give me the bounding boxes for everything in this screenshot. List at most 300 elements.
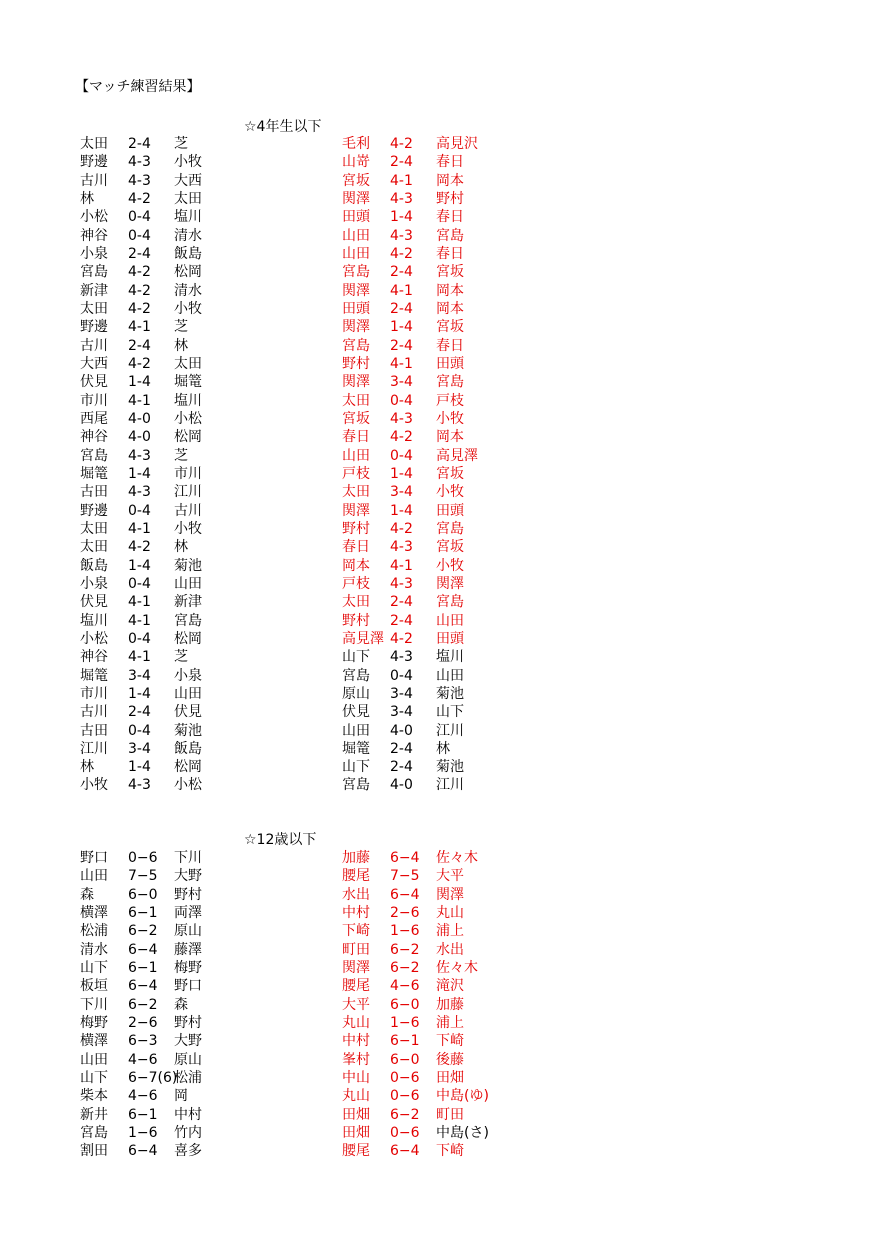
match-result-row — [80, 886, 300, 904]
match-result-row — [80, 904, 300, 922]
match-score: 6−1 — [390, 1033, 420, 1050]
match-player1: 太田 — [80, 539, 108, 556]
match-score: 4-2 — [390, 136, 413, 152]
match-result-row — [80, 1069, 300, 1087]
match-result-row — [342, 904, 562, 922]
match-player1: 水出 — [342, 886, 370, 903]
match-score: 4−6 — [128, 1088, 158, 1105]
match-player1: 堀篭 — [80, 465, 108, 482]
match-result-row — [342, 153, 562, 171]
match-player1: 山下 — [342, 759, 370, 776]
match-player1: 飯島 — [80, 557, 108, 574]
match-result-row — [80, 1142, 300, 1160]
match-player1: 神谷 — [80, 649, 108, 666]
match-score: 4-3 — [128, 777, 151, 794]
match-result-row — [80, 447, 300, 465]
match-player1: 関澤 — [342, 502, 370, 519]
match-player2: 清水 — [174, 282, 202, 299]
match-result-row — [80, 996, 300, 1014]
match-player1: 横澤 — [80, 1033, 108, 1050]
match-player2: 菊池 — [436, 759, 464, 776]
match-score: 6−1 — [128, 904, 158, 921]
match-player2: 山田 — [436, 612, 464, 629]
match-score: 4-3 — [128, 172, 151, 189]
match-result-row — [342, 648, 562, 666]
match-player1: 丸山 — [342, 1014, 370, 1031]
match-player2: 大野 — [174, 1033, 202, 1050]
match-result-row — [80, 135, 300, 153]
match-player1: 横澤 — [80, 904, 108, 921]
match-player2: 新津 — [174, 594, 202, 611]
match-result-row — [80, 483, 300, 501]
match-score: 2-4 — [128, 136, 151, 152]
match-player1: 関澤 — [342, 319, 370, 336]
match-score: 0-4 — [128, 502, 151, 519]
match-player2: 大平 — [436, 868, 464, 885]
match-result-row — [80, 318, 300, 336]
match-player1: 新井 — [80, 1106, 108, 1123]
match-result-row — [342, 520, 562, 538]
match-player1: 下崎 — [342, 923, 370, 940]
match-result-row — [342, 538, 562, 556]
match-player2: 岡 — [174, 1088, 188, 1105]
match-score: 3-4 — [128, 740, 151, 757]
match-score: 4-2 — [390, 429, 413, 446]
match-player2: 芝 — [174, 649, 188, 666]
match-player1: 小泉 — [80, 245, 108, 262]
match-player1: 神谷 — [80, 429, 108, 446]
match-player1: 小松 — [80, 209, 108, 226]
match-result-row — [80, 520, 300, 538]
match-score: 4-1 — [390, 557, 413, 574]
match-player1: 中村 — [342, 1033, 370, 1050]
match-player2: 宮坂 — [436, 264, 464, 281]
match-score: 6−4 — [128, 1143, 158, 1160]
match-score: 4-1 — [390, 282, 413, 299]
match-result-row — [80, 337, 300, 355]
match-player1: 関澤 — [342, 282, 370, 299]
match-player1: 山田 — [80, 1051, 108, 1068]
match-result-row — [342, 557, 562, 575]
match-result-row — [342, 740, 562, 758]
match-player1: 春日 — [342, 539, 370, 556]
match-player1: 山下 — [80, 959, 108, 976]
match-result-row — [80, 922, 300, 940]
match-result-row — [80, 612, 300, 630]
match-player2: 小牧 — [174, 154, 202, 171]
match-player1: 伏見 — [342, 704, 370, 721]
match-score: 4-0 — [390, 777, 413, 794]
match-score: 3-4 — [390, 484, 413, 501]
match-score: 2-4 — [128, 245, 151, 262]
match-score: 2−6 — [390, 904, 420, 921]
match-player1: 市川 — [80, 685, 108, 702]
match-result-row — [80, 849, 300, 867]
match-result-row — [80, 263, 300, 281]
match-result-row — [342, 465, 562, 483]
match-player1: 山下 — [80, 1069, 108, 1086]
match-player1: 腰尾 — [342, 1143, 370, 1160]
match-player2: 菊池 — [174, 557, 202, 574]
match-player1: 野邊 — [80, 154, 108, 171]
match-player2: 宮坂 — [436, 319, 464, 336]
match-player1: 戸枝 — [342, 575, 370, 592]
match-player2: 大野 — [174, 868, 202, 885]
match-player2: 塩川 — [174, 392, 202, 409]
match-score: 1-4 — [128, 374, 151, 391]
match-result-row — [342, 1014, 562, 1032]
match-result-row — [80, 776, 300, 794]
match-player1: 田頭 — [342, 300, 370, 317]
match-player1: 宮島 — [342, 264, 370, 281]
match-result-row — [80, 410, 300, 428]
match-result-row — [80, 722, 300, 740]
match-score: 0−6 — [390, 1069, 420, 1086]
match-player2: 田畑 — [436, 1069, 464, 1086]
match-player1: 太田 — [342, 392, 370, 409]
match-player1: 山嵜 — [342, 154, 370, 171]
match-score: 1-4 — [390, 465, 413, 482]
match-player1: 原山 — [342, 685, 370, 702]
match-player2: 大西 — [174, 172, 202, 189]
match-player2: 下川 — [174, 850, 202, 866]
match-player2: 野口 — [174, 978, 202, 995]
match-result-row — [342, 722, 562, 740]
match-player1: 田畑 — [342, 1106, 370, 1123]
match-result-row — [342, 447, 562, 465]
match-result-row — [342, 959, 562, 977]
match-player1: 毛利 — [342, 136, 370, 152]
match-player1: 太田 — [342, 594, 370, 611]
match-player1: 塩川 — [80, 612, 108, 629]
match-result-row — [80, 648, 300, 666]
match-player1: 古田 — [80, 484, 108, 501]
match-result-row — [342, 428, 562, 446]
match-player1: 戸枝 — [342, 465, 370, 482]
match-result-row — [80, 172, 300, 190]
match-score: 2-4 — [128, 704, 151, 721]
match-player1: 中山 — [342, 1069, 370, 1086]
match-result-row — [80, 1106, 300, 1124]
match-score: 2-4 — [390, 154, 413, 171]
match-player2: 春日 — [436, 209, 464, 226]
match-player1: 野邊 — [80, 319, 108, 336]
match-score: 0-4 — [390, 447, 413, 464]
match-player1: 野口 — [80, 850, 108, 866]
match-player2: 菊池 — [174, 722, 202, 739]
match-result-row — [342, 703, 562, 721]
match-player2: 松岡 — [174, 759, 202, 776]
match-player1: 清水 — [80, 941, 108, 958]
match-result-row — [80, 867, 300, 885]
match-player2: 浦上 — [436, 923, 464, 940]
match-player2: 梅野 — [174, 959, 202, 976]
match-result-row — [342, 410, 562, 428]
match-player1: 宮島 — [80, 264, 108, 281]
match-player1: 町田 — [342, 941, 370, 958]
match-result-row — [342, 300, 562, 318]
match-score: 0-4 — [128, 209, 151, 226]
match-player1: 野村 — [342, 520, 370, 537]
match-score: 2-4 — [390, 759, 413, 776]
match-score: 4-0 — [390, 722, 413, 739]
match-score: 6−2 — [390, 941, 420, 958]
match-score: 4-2 — [128, 539, 151, 556]
match-score: 0−6 — [390, 1088, 420, 1105]
match-player1: 市川 — [80, 392, 108, 409]
match-player2: 原山 — [174, 1051, 202, 1068]
match-player1: 梅野 — [80, 1014, 108, 1031]
match-result-row — [80, 227, 300, 245]
match-player2: 高見沢 — [436, 136, 478, 152]
match-player2: 水出 — [436, 941, 464, 958]
match-result-row — [342, 886, 562, 904]
match-player1: 林 — [80, 759, 94, 776]
match-player1: 宮島 — [342, 777, 370, 794]
match-score: 4-3 — [390, 649, 413, 666]
match-player2: 宮島 — [436, 594, 464, 611]
match-player1: 太田 — [80, 300, 108, 317]
match-result-row — [80, 685, 300, 703]
match-score: 1−6 — [128, 1124, 158, 1141]
match-player1: 古川 — [80, 704, 108, 721]
match-player1: 関澤 — [342, 959, 370, 976]
match-result-row — [342, 483, 562, 501]
match-player1: 板垣 — [80, 978, 108, 995]
match-score: 6−4 — [390, 1143, 420, 1160]
match-result-row — [80, 245, 300, 263]
match-result-row — [80, 557, 300, 575]
match-player1: 古川 — [80, 337, 108, 354]
match-player2: 菊池 — [436, 685, 464, 702]
match-player1: 森 — [80, 886, 94, 903]
match-player2: 関澤 — [436, 575, 464, 592]
match-player1: 太田 — [342, 484, 370, 501]
match-player1: 腰尾 — [342, 868, 370, 885]
match-player2: 岡本 — [436, 429, 464, 446]
match-score: 6−4 — [128, 978, 158, 995]
match-result-row — [342, 941, 562, 959]
match-player1: 野邊 — [80, 502, 108, 519]
match-player2: 芝 — [174, 447, 188, 464]
match-score: 4-0 — [128, 429, 151, 446]
match-result-row — [342, 355, 562, 373]
match-player1: 下川 — [80, 996, 108, 1013]
match-result-row — [342, 1106, 562, 1124]
match-score: 4-1 — [128, 612, 151, 629]
match-player2: 田頭 — [436, 355, 464, 372]
match-player2: 飯島 — [174, 245, 202, 262]
match-result-row — [80, 355, 300, 373]
match-player2: 春日 — [436, 337, 464, 354]
match-result-row — [342, 337, 562, 355]
match-player1: 大平 — [342, 996, 370, 1013]
match-player1: 林 — [80, 190, 94, 207]
match-score: 6−4 — [390, 850, 420, 866]
match-player2: 野村 — [174, 1014, 202, 1031]
match-player2: 丸山 — [436, 904, 464, 921]
match-player2: 野村 — [174, 886, 202, 903]
match-result-row — [80, 667, 300, 685]
match-result-row — [342, 1087, 562, 1105]
match-player1: 関澤 — [342, 190, 370, 207]
match-score: 2-4 — [390, 264, 413, 281]
match-score: 6−0 — [128, 886, 158, 903]
match-result-row — [80, 575, 300, 593]
match-result-row — [342, 922, 562, 940]
match-score: 4-1 — [390, 172, 413, 189]
match-player2: 下崎 — [436, 1143, 464, 1160]
match-player2: 小牧 — [436, 557, 464, 574]
match-player2: 江川 — [436, 722, 464, 739]
match-player2: 林 — [436, 740, 450, 757]
match-player2: 春日 — [436, 154, 464, 171]
match-score: 6−3 — [128, 1033, 158, 1050]
match-player2: 戸枝 — [436, 392, 464, 409]
match-player1: 新津 — [80, 282, 108, 299]
match-result-row — [342, 977, 562, 995]
match-player1: 丸山 — [342, 1088, 370, 1105]
match-result-row — [80, 959, 300, 977]
match-score: 0-4 — [128, 630, 151, 647]
match-player1: 小泉 — [80, 575, 108, 592]
match-player1: 太田 — [80, 136, 108, 152]
match-result-row — [80, 300, 300, 318]
match-player2: 林 — [174, 337, 188, 354]
match-score: 3-4 — [128, 667, 151, 684]
match-score: 4-3 — [128, 447, 151, 464]
match-score: 4-2 — [128, 190, 151, 207]
match-score: 3-4 — [390, 374, 413, 391]
match-player2: 後藤 — [436, 1051, 464, 1068]
match-player2: 関澤 — [436, 886, 464, 903]
match-player2: 芝 — [174, 136, 188, 152]
match-score: 6−2 — [390, 1106, 420, 1123]
section-title-12-under: ☆12歳以下 — [244, 832, 317, 848]
match-player1: 堀篭 — [80, 667, 108, 684]
match-player1: 関澤 — [342, 374, 370, 391]
match-player1: 古川 — [80, 172, 108, 189]
match-result-row — [80, 465, 300, 483]
match-player1: 伏見 — [80, 594, 108, 611]
match-score: 4-1 — [128, 319, 151, 336]
match-player2: 松岡 — [174, 630, 202, 647]
match-player1: 宮坂 — [342, 410, 370, 427]
match-player2: 両澤 — [174, 904, 202, 921]
match-result-row — [80, 282, 300, 300]
match-result-row — [80, 593, 300, 611]
match-score: 4-3 — [128, 484, 151, 501]
match-score: 6−2 — [128, 996, 158, 1013]
match-score: 2-4 — [128, 337, 151, 354]
match-score: 2−6 — [128, 1014, 158, 1031]
match-score: 1−6 — [390, 923, 420, 940]
match-player2: 原山 — [174, 923, 202, 940]
match-result-row — [80, 703, 300, 721]
match-result-row — [342, 996, 562, 1014]
results-4th-left — [80, 135, 300, 795]
match-player2: 田頭 — [436, 502, 464, 519]
match-score: 4-3 — [128, 154, 151, 171]
match-player2: 松岡 — [174, 429, 202, 446]
match-player1: 加藤 — [342, 850, 370, 866]
match-player2: 山下 — [436, 704, 464, 721]
match-player2: 松浦 — [174, 1069, 202, 1086]
match-score: 4-2 — [390, 630, 413, 647]
match-player2: 中島(さ) — [436, 1124, 489, 1141]
match-result-row — [342, 667, 562, 685]
match-result-row — [342, 1069, 562, 1087]
match-score: 4−6 — [390, 978, 420, 995]
match-player2: 宮島 — [174, 612, 202, 629]
results-4th-right — [342, 135, 562, 795]
match-player1: 宮島 — [342, 337, 370, 354]
match-result-row — [342, 172, 562, 190]
match-player1: 大西 — [80, 355, 108, 372]
match-score: 1-4 — [390, 209, 413, 226]
match-player1: 野村 — [342, 612, 370, 629]
match-player2: 小泉 — [174, 667, 202, 684]
match-result-row — [342, 1032, 562, 1050]
match-player2: 宮坂 — [436, 465, 464, 482]
match-result-row — [80, 1051, 300, 1069]
match-score: 4-1 — [390, 355, 413, 372]
match-player2: 中島(ゆ) — [436, 1088, 489, 1105]
match-result-row — [80, 941, 300, 959]
match-player2: 清水 — [174, 227, 202, 244]
match-result-row — [80, 373, 300, 391]
match-result-row — [80, 190, 300, 208]
match-player1: 宮島 — [80, 447, 108, 464]
match-score: 6−1 — [128, 1106, 158, 1123]
match-player2: 江川 — [174, 484, 202, 501]
match-player1: 山下 — [342, 649, 370, 666]
match-player2: 岡本 — [436, 300, 464, 317]
match-player1: 山田 — [342, 722, 370, 739]
match-result-row — [80, 538, 300, 556]
match-score: 4-2 — [128, 282, 151, 299]
match-result-row — [342, 208, 562, 226]
match-player1: 高見澤 — [342, 630, 384, 647]
match-score: 4-1 — [128, 392, 151, 409]
match-score: 0-4 — [128, 575, 151, 592]
match-result-row — [342, 1142, 562, 1160]
match-result-row — [80, 977, 300, 995]
match-player2: 佐々木 — [436, 850, 478, 866]
match-player2: 高見澤 — [436, 447, 478, 464]
match-player1: 山田 — [80, 868, 108, 885]
match-player2: 小松 — [174, 777, 202, 794]
match-player2: 宮島 — [436, 227, 464, 244]
match-player2: 藤澤 — [174, 941, 202, 958]
match-result-row — [80, 1124, 300, 1142]
match-result-row — [342, 373, 562, 391]
match-score: 2-4 — [390, 740, 413, 757]
match-player1: 山田 — [342, 447, 370, 464]
match-player1: 小松 — [80, 630, 108, 647]
match-score: 0-4 — [390, 667, 413, 684]
match-player2: 小牧 — [174, 300, 202, 317]
match-player2: 塩川 — [436, 649, 464, 666]
match-player2: 小牧 — [436, 484, 464, 501]
match-score: 1-4 — [390, 502, 413, 519]
match-result-row — [342, 392, 562, 410]
match-result-row — [342, 758, 562, 776]
match-player2: 岡本 — [436, 172, 464, 189]
match-player1: 峯村 — [342, 1051, 370, 1068]
match-player1: 古田 — [80, 722, 108, 739]
match-player1: 割田 — [80, 1143, 108, 1160]
